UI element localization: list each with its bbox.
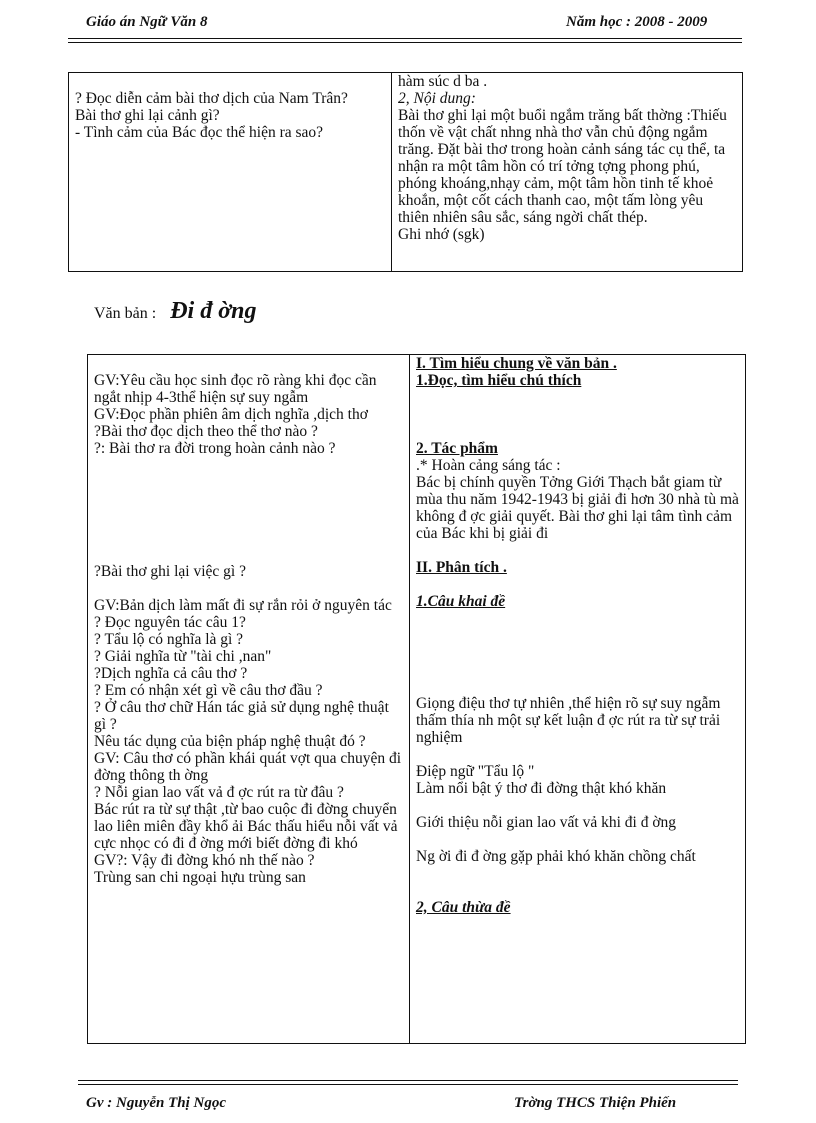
content-note: Ghi nhớ (sgk) — [398, 226, 485, 243]
activity-line: ? Đọc nguyên tác câu 1? — [94, 614, 246, 631]
activity-line: ?Dịch nghĩa cả câu thơ ? — [94, 665, 248, 682]
section-heading: I. Tìm hiểu chung về văn bản . — [416, 355, 617, 372]
content-line: hàm súc d ba . — [398, 73, 488, 90]
activity-line: GV?: Vậy đi đờng khó nh thế nào ? — [94, 852, 315, 869]
activity-line: ?: Bài thơ ra đời trong hoàn cảnh nào ? — [94, 440, 336, 457]
header-rule — [68, 42, 742, 43]
content-cell — [392, 73, 743, 272]
activity-line: Nêu tác dụng của biện pháp nghệ thuật đó ? — [94, 733, 366, 750]
activity-line: GV:Bản dịch làm mất đi sự rắn rỏi ở nguyên tác — [94, 597, 392, 614]
activity-line: GV: Câu thơ có phần khái quát vợt qua chuyện đi đờng thông th ờng — [94, 750, 402, 784]
lesson-table-1 — [68, 72, 743, 272]
text-label: Văn bản — [94, 305, 148, 322]
activity-line: GV:Yêu cầu học sinh đọc rõ ràng khi đọc cần ngắt nhịp 4-3thể hiện sự suy ngẫm — [94, 372, 377, 406]
poem-title: Đi đ ờng — [170, 298, 257, 324]
header-rule — [68, 38, 742, 39]
activity-line: ?Bài thơ đọc dịch theo thể thơ nào ? — [94, 423, 318, 440]
subsection-heading: 1.Câu khai đề — [416, 593, 506, 610]
content-paragraph: Bác bị chính quyền Tởng Giới Thạch bắt giam từ mùa thu năm 1942-1943 bị giải đi hơn 30 nhà tù mà không đ ợc giải quyết. Bài thơ ghi lại tâm tình cảm của Bác khi bị giải đi — [416, 474, 739, 542]
section-heading: 2, Nội dung: — [398, 90, 476, 107]
text-label-colon: : — [151, 305, 157, 322]
content-line: .* Hoàn cảng sáng tác : — [416, 457, 561, 474]
activity-line: Bác rút ra từ sự thật ,từ bao cuộc đi đờng chuyển lao liên miên đầy khổ ải Bác thấu hiểu nỗi vất vả cực nhọc có đi đ ờng mới biết đờng đi khó — [94, 801, 398, 852]
activity-line: GV:Đọc phần phiên âm dịch nghĩa ,dịch thơ — [94, 406, 368, 423]
header-course-title: Giáo án Ngữ Văn 8 — [86, 14, 208, 30]
question-line: - Tình cảm của Bác đọc thể hiện ra sao? — [75, 124, 324, 141]
content-paragraph: Giọng điệu thơ tự nhiên ,thể hiện rõ sự suy ngẫm thấm thía nh một sự kết luận đ ợc rút ra từ sự trải nghiệm — [416, 695, 721, 746]
content-line: Điệp ngữ "Tẩu lộ " — [416, 763, 535, 780]
content-paragraph: Làm nổi bật ý thơ đi đờng thật khó khăn — [416, 780, 667, 797]
teacher-questions-cell — [69, 73, 392, 272]
question-line: Bài thơ ghi lại cảnh gì? — [75, 107, 220, 124]
footer-rule — [78, 1080, 738, 1081]
footer-teacher: Gv : Nguyễn Thị Ngọc — [86, 1095, 226, 1111]
teacher-activities-cell — [88, 355, 410, 1044]
subsection-heading: 1.Đọc, tìm hiểu chú thích — [416, 372, 582, 389]
lesson-table-2 — [87, 354, 746, 1044]
activity-line: ?Bài thơ ghi lại việc gì ? — [94, 563, 246, 580]
question-line: ? Đọc diễn cảm bài thơ dịch của Nam Trân? — [75, 90, 348, 107]
activity-line: ? Tẩu lộ có nghĩa là gì ? — [94, 631, 244, 648]
activity-line: ? Ở câu thơ chữ Hán tác giả sử dụng nghệ thuật gì ? — [94, 699, 389, 733]
header-school-year: Năm học : 2008 - 2009 — [566, 14, 708, 30]
section-heading: II. Phân tích . — [416, 559, 507, 576]
activity-line: ? Giải nghĩa từ "tài chi ,nan" — [94, 648, 272, 665]
activity-line: Trùng san chi ngoại hựu trùng san — [94, 869, 306, 886]
content-paragraph: Ng ời đi đ ờng gặp phải khó khăn chồng chất — [416, 848, 696, 865]
footer-school: Trờng THCS Thiện Phiến — [514, 1095, 677, 1111]
lesson-content-cell — [410, 355, 746, 1044]
content-paragraph: Bài thơ ghi lại một buổi ngắm trăng bất thờng :Thiếu thốn về vật chất nhng nhà thơ vẫn chủ động ngắm trăng. Đặt bài thơ trong hoàn cảnh sáng tác cụ thể, ta nhận ra một tâm hồn có trí tởng tợng phong phú, phóng khoáng,nhạy cảm, một tâm hồn tinh tế khoẻ khoắn, một cốt cách thanh cao, một tấm lòng yêu thiên nhiên sâu sắc, sáng ngời chất thép. — [398, 107, 727, 226]
activity-line: ? Em có nhận xét gì về câu thơ đầu ? — [94, 682, 323, 699]
subsection-heading: 2, Câu thừa đề — [416, 899, 511, 916]
subsection-heading: 2. Tác phẩm — [416, 440, 498, 457]
content-paragraph: Giới thiệu nỗi gian lao vất vả khi đi đ ờng — [416, 814, 677, 831]
footer-rule — [78, 1084, 738, 1085]
activity-line: ? Nỗi gian lao vất vả đ ợc rút ra từ đâu ? — [94, 784, 344, 801]
text-title-row — [94, 298, 256, 325]
